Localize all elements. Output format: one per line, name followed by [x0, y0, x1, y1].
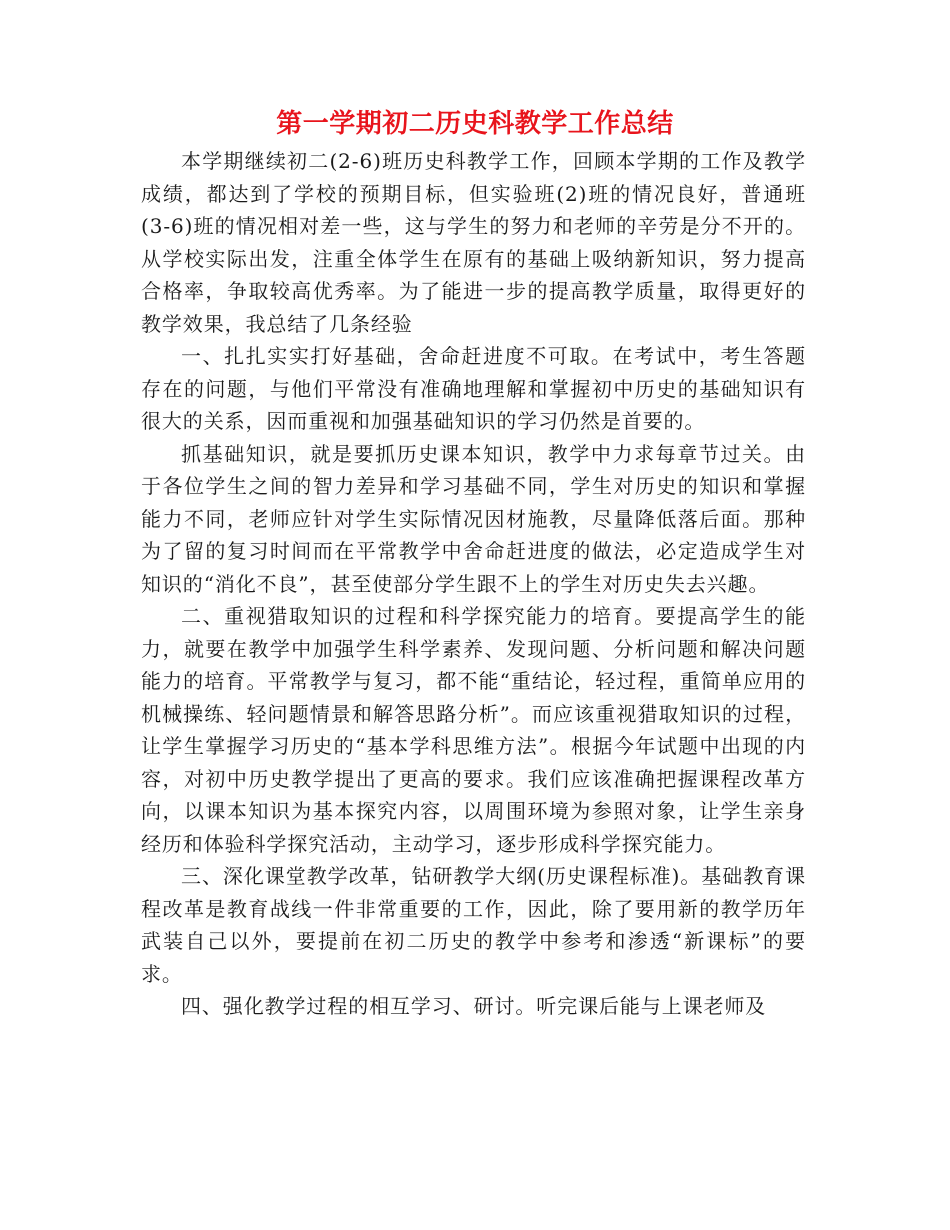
paragraph-point-one: 一、扎扎实实打好基础，舍命赶进度不可取。在考试中，考生答题存在的问题，与他们平常没有准确地理解和掌握初中历史的基础知识有很大的关系，因而重视和加强基础知识的学习仍然是首要的。: [141, 344, 806, 433]
document-title: 第一学期初二历史科教学工作总结: [276, 109, 674, 139]
paragraph-point-four: 四、强化教学过程的相互学习、研讨。听完课后能与上课老师及: [181, 994, 767, 1018]
paragraph-basic-knowledge: 抓基础知识，就是要抓历史课本知识，教学中力求每章节过关。由于各位学生之间的智力差异和学习基础不同，学生对历史的知识和掌握能力不同，老师应针对学生实际情况因材施教，尽量降低落后面。那种为了留的复习时间而在平常教学中舍命赶进度的做法，必定造成学生对知识的“消化不良”，甚至使部分学生跟不上的学生对历史失去兴趣。: [141, 441, 806, 596]
paragraph-point-three: 三、深化课堂教学改革，钻研教学大纲(历史课程标准)。基础教育课程改革是教育战线一件非常重要的工作，因此，除了要用新的教学历年武装自己以外，要提前在初二历史的教学中参考和渗透“新课标”的要求。: [141, 864, 806, 986]
paragraph-intro: 本学期继续初二(2-6)班历史科教学工作，回顾本学期的工作及教学成绩，都达到了学校的预期目标，但实验班(2)班的情况良好，普通班(3-6)班的情况相对差一些，这与学生的努力和老师的辛劳是分不开的。从学校实际出发，注重全体学生在原有的基础上吸纳新知识，努力提高合格率，争取较高优秀率。为了能进一步的提高教学质量，取得更好的教学效果，我总结了几条经验: [141, 149, 806, 336]
document-body: [141, 145, 806, 1023]
paragraph-point-two: 二、重视猎取知识的过程和科学探究能力的培育。要提高学生的能力，就要在教学中加强学生科学素养、发现问题、分析问题和解决问题能力的培育。平常教学与复习，都不能“重结论，轻过程，重简单应用的机械操练、轻问题情景和解答思路分析”。而应该重视猎取知识的过程，让学生掌握学习历史的“基本学科思维方法”。根据今年试题中出现的内容，对初中历史教学提出了更高的要求。我们应该准确把握课程改革方向，以课本知识为基本探究内容，以周围环境为参照对象，让学生亲身经历和体验科学探究活动，主动学习，逐步形成科学探究能力。: [141, 604, 806, 856]
